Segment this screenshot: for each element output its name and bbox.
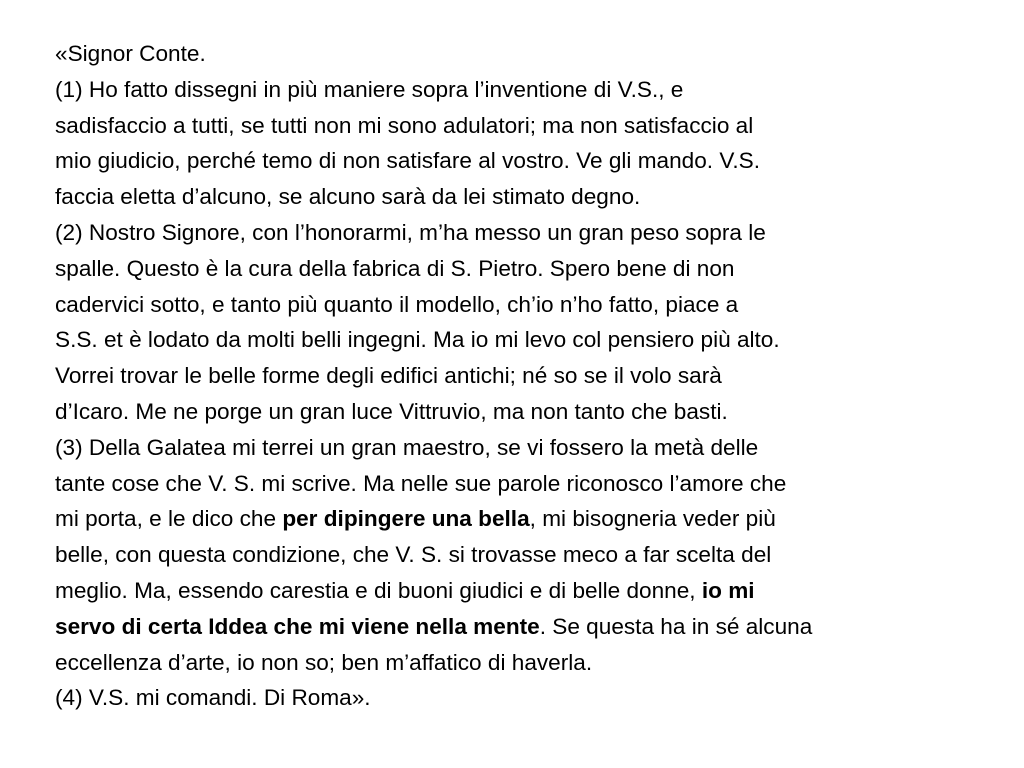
paragraph-3-line-6-end: . Se questa ha in sé alcuna	[539, 613, 813, 639]
paragraph-3-line-7: eccellenza d’arte, io non so; ben m’affatico di haverla.	[55, 649, 593, 675]
letter-text	[55, 36, 985, 716]
paragraph-2-line-6: d’Icaro. Me ne porge un gran luce Vittruvio, ma non tanto che basti.	[55, 398, 728, 424]
paragraph-3-line-1: (3) Della Galatea mi terrei un gran maestro, se vi fossero la metà delle	[55, 434, 759, 460]
paragraph-1-line-1: (1) Ho fatto dissegni in più maniere sopra l’inventione di V.S., e	[55, 76, 684, 102]
bold-phrase-per-dipingere: per dipingere una bella	[282, 506, 530, 532]
paragraph-1-line-3: mio giudicio, perché temo di non satisfare al vostro. Ve gli mando. V.S.	[55, 148, 760, 174]
bold-phrase-servo-di-certa-iddea: servo di certa Iddea che mi viene nella mente	[55, 613, 540, 639]
bold-phrase-io-mi: io mi	[701, 577, 755, 603]
salutation: «Signor Conte.	[55, 41, 206, 66]
paragraph-2-line-2: spalle. Questo è la cura della fabrica di S. Pietro. Spero bene di non	[55, 255, 735, 281]
paragraph-3-line-3-start: mi porta, e le dico che	[55, 506, 283, 532]
paragraph-3-line-5-start: meglio. Ma, essendo carestia e di buoni giudici e di belle donne,	[55, 577, 702, 603]
paragraph-3-line-6	[55, 609, 985, 645]
paragraph-3-line-2: tante cose che V. S. mi scrive. Ma nelle sue parole riconosco l’amore che	[55, 470, 787, 496]
paragraph-3-line-3-end: , mi bisogneria veder più	[529, 506, 776, 532]
paragraph-2-line-3: cadervici sotto, e tanto più quanto il modello, ch’io n’ho fatto, piace a	[55, 291, 739, 317]
paragraph-3-line-3	[55, 501, 985, 537]
paragraph-2-line-1: (2) Nostro Signore, con l’honorarmi, m’ha messo un gran peso sopra le	[55, 219, 766, 245]
paragraph-1-line-2: sadisfaccio a tutti, se tutti non mi sono adulatori; ma non satisfaccio al	[55, 112, 754, 138]
paragraph-2-line-5: Vorrei trovar le belle forme degli edifici antichi; né so se il volo sarà	[55, 363, 722, 389]
paragraph-1-line-4: faccia eletta d’alcuno, se alcuno sarà da lei stimato degno.	[55, 184, 641, 210]
paragraph-2-line-4: S.S. et è lodato da molti belli ingegni. Ma io mi levo col pensiero più alto.	[55, 327, 780, 353]
paragraph-4-line-1: (4) V.S. mi comandi. Di Roma».	[55, 685, 371, 711]
paragraph-3-line-4: belle, con questa condizione, che V. S. si trovasse meco a far scelta del	[55, 542, 772, 568]
paragraph-3-line-5	[55, 573, 985, 609]
